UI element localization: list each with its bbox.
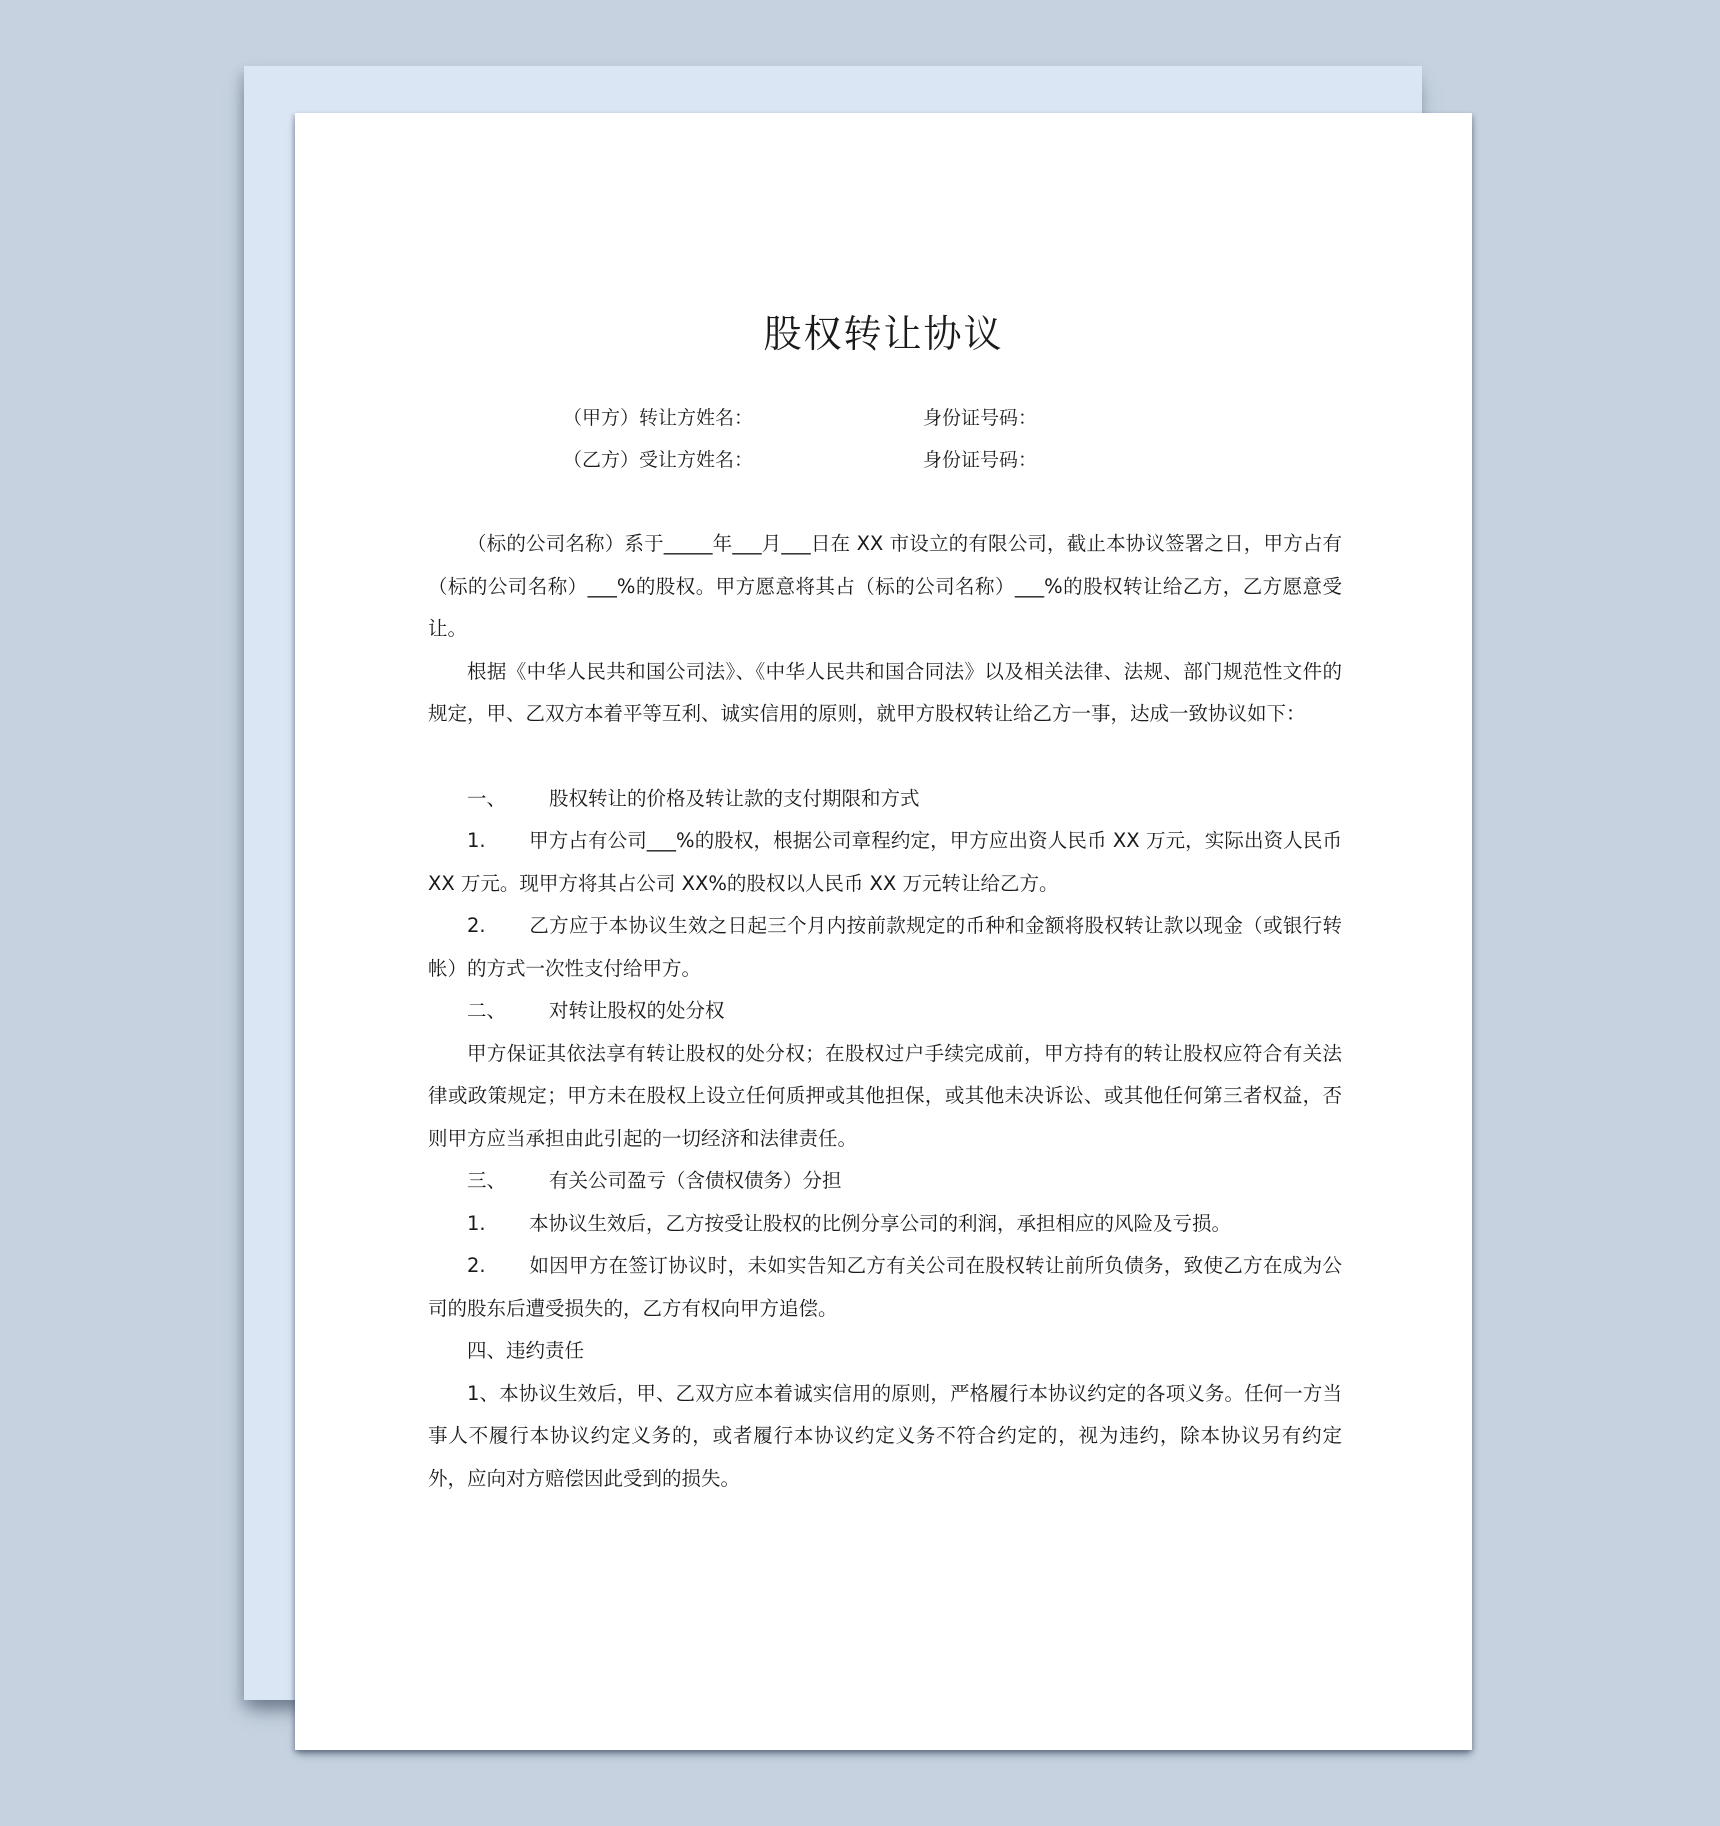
section-1-heading [428, 778, 1342, 821]
section-1-number: 一、 [467, 786, 507, 810]
section-3-title: 有关公司盈亏（含债权债务）分担 [549, 1169, 842, 1192]
party-a-name-label: （甲方）转让方姓名： [563, 407, 754, 429]
section-1-title: 股权转让的价格及转让款的支付期限和方式 [549, 786, 920, 810]
item-text: 乙方应于本协议生效之日起三个月内按前款规定的币种和金额将股权转让款以现金（或银行转帐）的方式一次性支付给甲方。 [428, 914, 1342, 980]
intro-paragraph-2: 根据《中华人民共和国公司法》、《中华人民共和国合同法》以及相关法律、法规、部门规范性文件的规定，甲、乙双方本着平等互利、诚实信用的原则，就甲方股权转让给乙方一事，达成一致协议如下： [428, 659, 1342, 725]
item-text: 甲方占有公司___%的股权，根据公司章程约定，甲方应出资人民币 XX 万元，实际出资人民币 XX 万元。现甲方将其占公司 XX%的股权以人民币 XX 万元转让给乙方。 [428, 829, 1342, 895]
item-number: 1. [467, 829, 486, 852]
item-text: 本协议生效后，乙方按受让股权的比例分享公司的利润，承担相应的风险及亏损。 [529, 1211, 1232, 1235]
intro-paragraph-1: （标的公司名称）系于_____年___月___日在 XX 市设立的有限公司，截止本协议签署之日，甲方占有（标的公司名称）___%的股权。甲方愿意将其占（标的公司名称）___%的股权转让给乙方，乙方愿意受让。 [428, 532, 1342, 640]
item-number: 2. [467, 914, 486, 937]
document-body [428, 523, 1342, 1500]
section-2-title: 对转让股权的处分权 [549, 999, 725, 1022]
party-b-name-label: （乙方）受让方姓名： [563, 449, 754, 471]
item-number: 1. [467, 1211, 486, 1235]
section-2-paragraph: 甲方保证其依法享有转让股权的处分权；在股权过户手续完成前，甲方持有的转让股权应符合有关法律或政策规定；甲方未在股权上设立任何质押或其他担保，或其他未决诉讼、或其他任何第三者权益，否则甲方应当承担由此引起的一切经济和法律责任。 [428, 1041, 1342, 1150]
section-1-item-1 [428, 820, 1342, 905]
party-a-row [563, 403, 1038, 430]
spacer [428, 736, 1342, 778]
document-title: 股权转让协议 [763, 312, 1004, 356]
section-4-heading: 四、违约责任 [467, 1339, 585, 1362]
section-4-paragraph: 1、本协议生效后，甲、乙双方应本着诚实信用的原则，严格履行本协议约定的各项义务。任何一方当事人不履行本协议约定义务的，或者履行本协议约定义务不符合约定的，视为违约，除本协议另有约定外，应向对方赔偿因此受到的损失。 [428, 1381, 1342, 1490]
section-2-heading [428, 990, 1342, 1033]
party-b-id-label: 身份证号码： [923, 449, 1038, 471]
section-3-number: 三、 [467, 1169, 507, 1192]
party-a-id-label: 身份证号码： [923, 407, 1038, 429]
item-text: 如因甲方在签订协议时，未如实告知乙方有关公司在股权转让前所负债务，致使乙方在成为公司的股东后遭受损失的，乙方有权向甲方追偿。 [428, 1254, 1342, 1320]
section-3-heading [428, 1160, 1342, 1203]
party-b-row [563, 445, 1038, 472]
section-3-item-2 [428, 1245, 1342, 1330]
section-2-number: 二、 [467, 999, 507, 1022]
section-1-item-2 [428, 905, 1342, 990]
section-3-item-1 [428, 1203, 1342, 1246]
item-number: 2. [467, 1254, 486, 1277]
document-page [295, 113, 1472, 1750]
